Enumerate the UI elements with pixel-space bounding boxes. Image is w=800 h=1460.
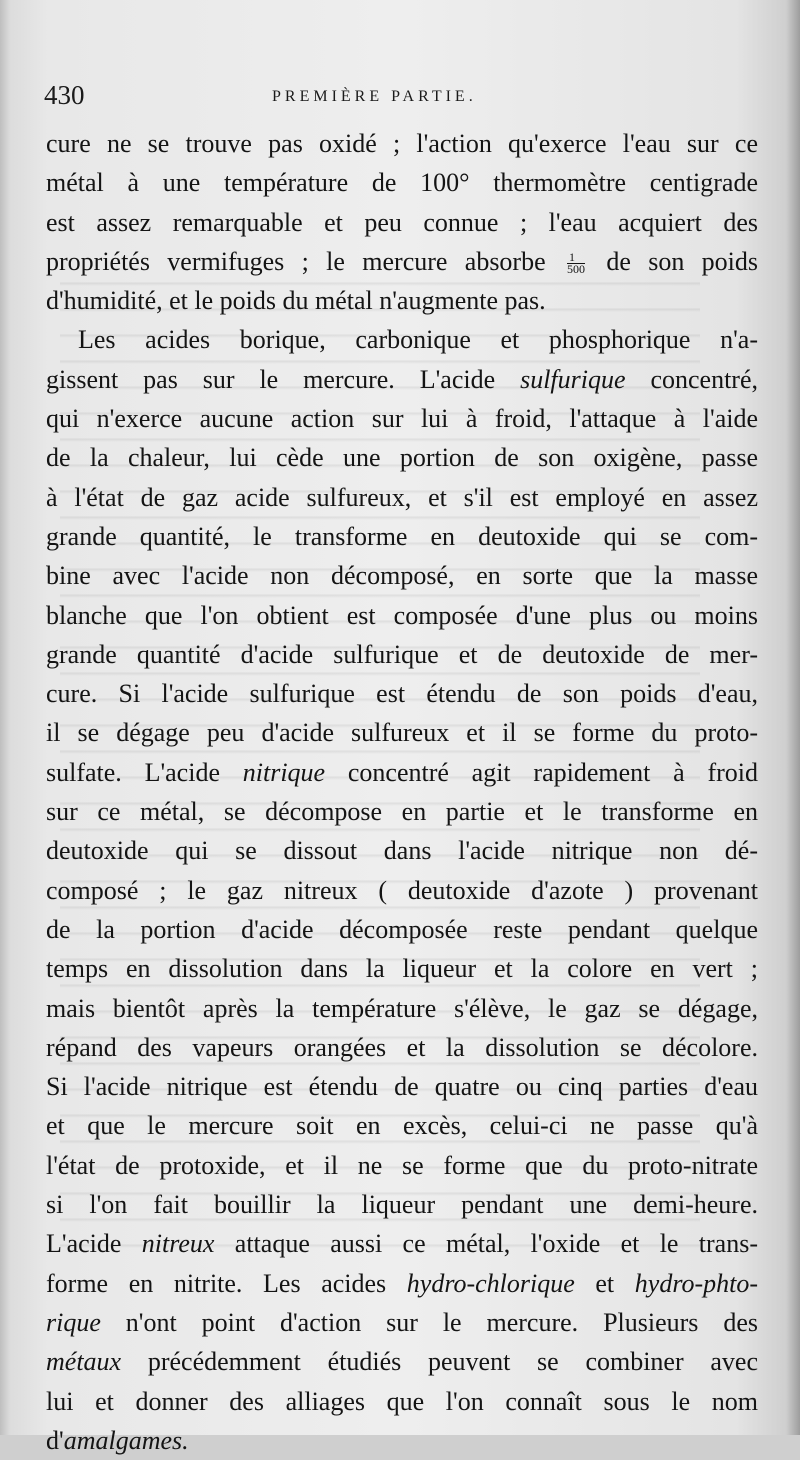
fraction bbox=[567, 252, 585, 275]
text-line bbox=[46, 753, 758, 792]
text-line bbox=[46, 1146, 758, 1185]
text-segment: cure ne se trouve pas oxidé ; l'action qu'exerce l'eau sur ce bbox=[46, 129, 758, 158]
text-segment: grande quantité, le transforme en deutoxide qui se com- bbox=[46, 521, 758, 551]
text-segment: répand des vapeurs orangées et la dissolution se décolore. bbox=[46, 1032, 758, 1062]
text-line bbox=[46, 1264, 758, 1303]
text-segment: d' bbox=[46, 1425, 64, 1455]
text-line bbox=[46, 517, 758, 556]
text-segment: cure. Si l'acide sulfurique est étendu de son poids d'eau, bbox=[46, 679, 758, 709]
text-line bbox=[46, 399, 758, 438]
text-segment: temps en dissolution dans la liqueur et la colore en vert ; bbox=[46, 954, 758, 984]
text-line bbox=[46, 1185, 758, 1224]
text-segment: propriétés vermifuges ; le mercure absorbe bbox=[46, 246, 563, 276]
text-line bbox=[46, 989, 758, 1028]
text-line bbox=[46, 1342, 758, 1381]
running-head: PREMIÈRE PARTIE. bbox=[272, 88, 477, 105]
text-segment: mais bientôt après la température s'élève, le gaz se dégage, bbox=[46, 993, 758, 1023]
text-line bbox=[46, 1224, 758, 1263]
text-segment: l'état de protoxide, et il ne se forme que du proto-nitrate bbox=[46, 1150, 758, 1180]
text-segment: Si l'acide nitrique est étendu de quatre ou cinq parties d'eau bbox=[46, 1072, 758, 1102]
page-number: 430 bbox=[44, 80, 85, 110]
text-segment: concentré, bbox=[625, 364, 759, 394]
text-segment: gissent pas sur le mercure. L'acide bbox=[46, 364, 521, 394]
text-line bbox=[46, 163, 758, 202]
italic-term: sulfurique bbox=[520, 364, 626, 394]
text-segment: de la portion d'acide décomposée reste pendant quelque bbox=[46, 914, 758, 944]
text-segment: est assez remarquable et peu connue ; l'eau acquiert des bbox=[46, 207, 758, 237]
text-segment: de son poids bbox=[588, 246, 759, 276]
text-line bbox=[46, 1067, 758, 1106]
italic-term: amalgames. bbox=[63, 1425, 189, 1455]
text-line bbox=[46, 949, 758, 988]
text-segment: Les acides borique, carbonique et phosphorique n'a- bbox=[78, 325, 758, 355]
gutter-shadow bbox=[0, 0, 10, 1435]
text-line bbox=[46, 1028, 758, 1067]
text-line bbox=[46, 438, 758, 477]
text-line bbox=[46, 478, 758, 517]
text-line bbox=[46, 242, 758, 281]
text-line bbox=[46, 360, 758, 399]
italic-term: métaux bbox=[46, 1347, 122, 1377]
italic-term: nitreux bbox=[141, 1229, 215, 1259]
text-segment: deutoxide qui se dissout dans l'acide nitrique non dé- bbox=[46, 836, 758, 866]
text-segment: composé ; le gaz nitreux ( deutoxide d'azote ) provenant bbox=[46, 875, 758, 905]
italic-term: nitrique bbox=[242, 757, 326, 787]
text-segment: grande quantité d'acide sulfurique et de deutoxide de mer- bbox=[46, 639, 758, 669]
text-segment: de la chaleur, lui cède une portion de son oxigène, passe bbox=[46, 443, 758, 473]
text-segment: sur ce métal, se décompose en partie et le transforme en bbox=[46, 797, 758, 827]
text-line bbox=[46, 281, 758, 320]
text-line bbox=[46, 596, 758, 635]
text-line bbox=[46, 635, 758, 674]
page-header bbox=[44, 80, 760, 120]
text-line bbox=[46, 713, 758, 752]
text-segment: sulfate. L'acide bbox=[46, 757, 243, 787]
text-segment: qui n'exerce aucune action sur lui à froid, l'attaque à l'aide bbox=[46, 404, 758, 434]
text-segment: d'humidité, et le poids du métal n'augmente pas. bbox=[46, 286, 546, 316]
text-line bbox=[46, 871, 758, 910]
text-line bbox=[46, 203, 758, 242]
italic-term: hydro-chlorique bbox=[406, 1268, 575, 1298]
text-line bbox=[46, 792, 758, 831]
text-segment: et que le mercure soit en excès, celui-ci ne passe qu'à bbox=[46, 1111, 758, 1141]
text-segment: si l'on fait bouillir la liqueur pendant une demi-heure. bbox=[46, 1190, 758, 1220]
text-segment: il se dégage peu d'acide sulfureux et il se forme du proto- bbox=[46, 718, 758, 748]
text-segment: à l'état de gaz acide sulfureux, et s'il est employé en assez bbox=[46, 482, 758, 512]
text-segment: attaque aussi ce métal, l'oxide et le trans- bbox=[214, 1229, 758, 1259]
text-segment: lui et donner des alliages que l'on connaît sous le nom bbox=[46, 1386, 758, 1416]
text-segment: concentré agit rapidement à froid bbox=[325, 757, 758, 787]
text-line bbox=[46, 1106, 758, 1145]
text-line bbox=[46, 1421, 758, 1460]
text-segment: forme en nitrite. Les acides bbox=[46, 1268, 407, 1298]
page-edge-shadow bbox=[786, 0, 800, 1435]
text-line bbox=[46, 674, 758, 713]
text-segment: L'acide bbox=[46, 1229, 142, 1259]
body-text bbox=[46, 124, 758, 1460]
text-line bbox=[46, 1303, 758, 1342]
fraction-denominator: 500 bbox=[566, 262, 585, 277]
text-line bbox=[46, 320, 758, 359]
text-segment: et bbox=[574, 1268, 635, 1298]
text-segment: n'ont point d'action sur le mercure. Plusieurs des bbox=[100, 1307, 758, 1337]
text-line bbox=[46, 910, 758, 949]
text-line bbox=[46, 124, 758, 163]
italic-term: hydro-phto- bbox=[634, 1268, 759, 1298]
text-line bbox=[46, 556, 758, 595]
text-segment: métal à une température de 100° thermomètre centigrade bbox=[46, 168, 758, 198]
text-line bbox=[46, 1382, 758, 1421]
italic-term: rique bbox=[46, 1307, 101, 1337]
text-segment: précédemment étudiés peuvent se combiner avec bbox=[121, 1347, 758, 1377]
text-line bbox=[46, 831, 758, 870]
fraction-numerator: 1 bbox=[567, 252, 585, 264]
text-segment: blanche que l'on obtient est composée d'une plus ou moins bbox=[46, 600, 758, 630]
text-segment: bine avec l'acide non décomposé, en sorte que la masse bbox=[46, 561, 758, 591]
